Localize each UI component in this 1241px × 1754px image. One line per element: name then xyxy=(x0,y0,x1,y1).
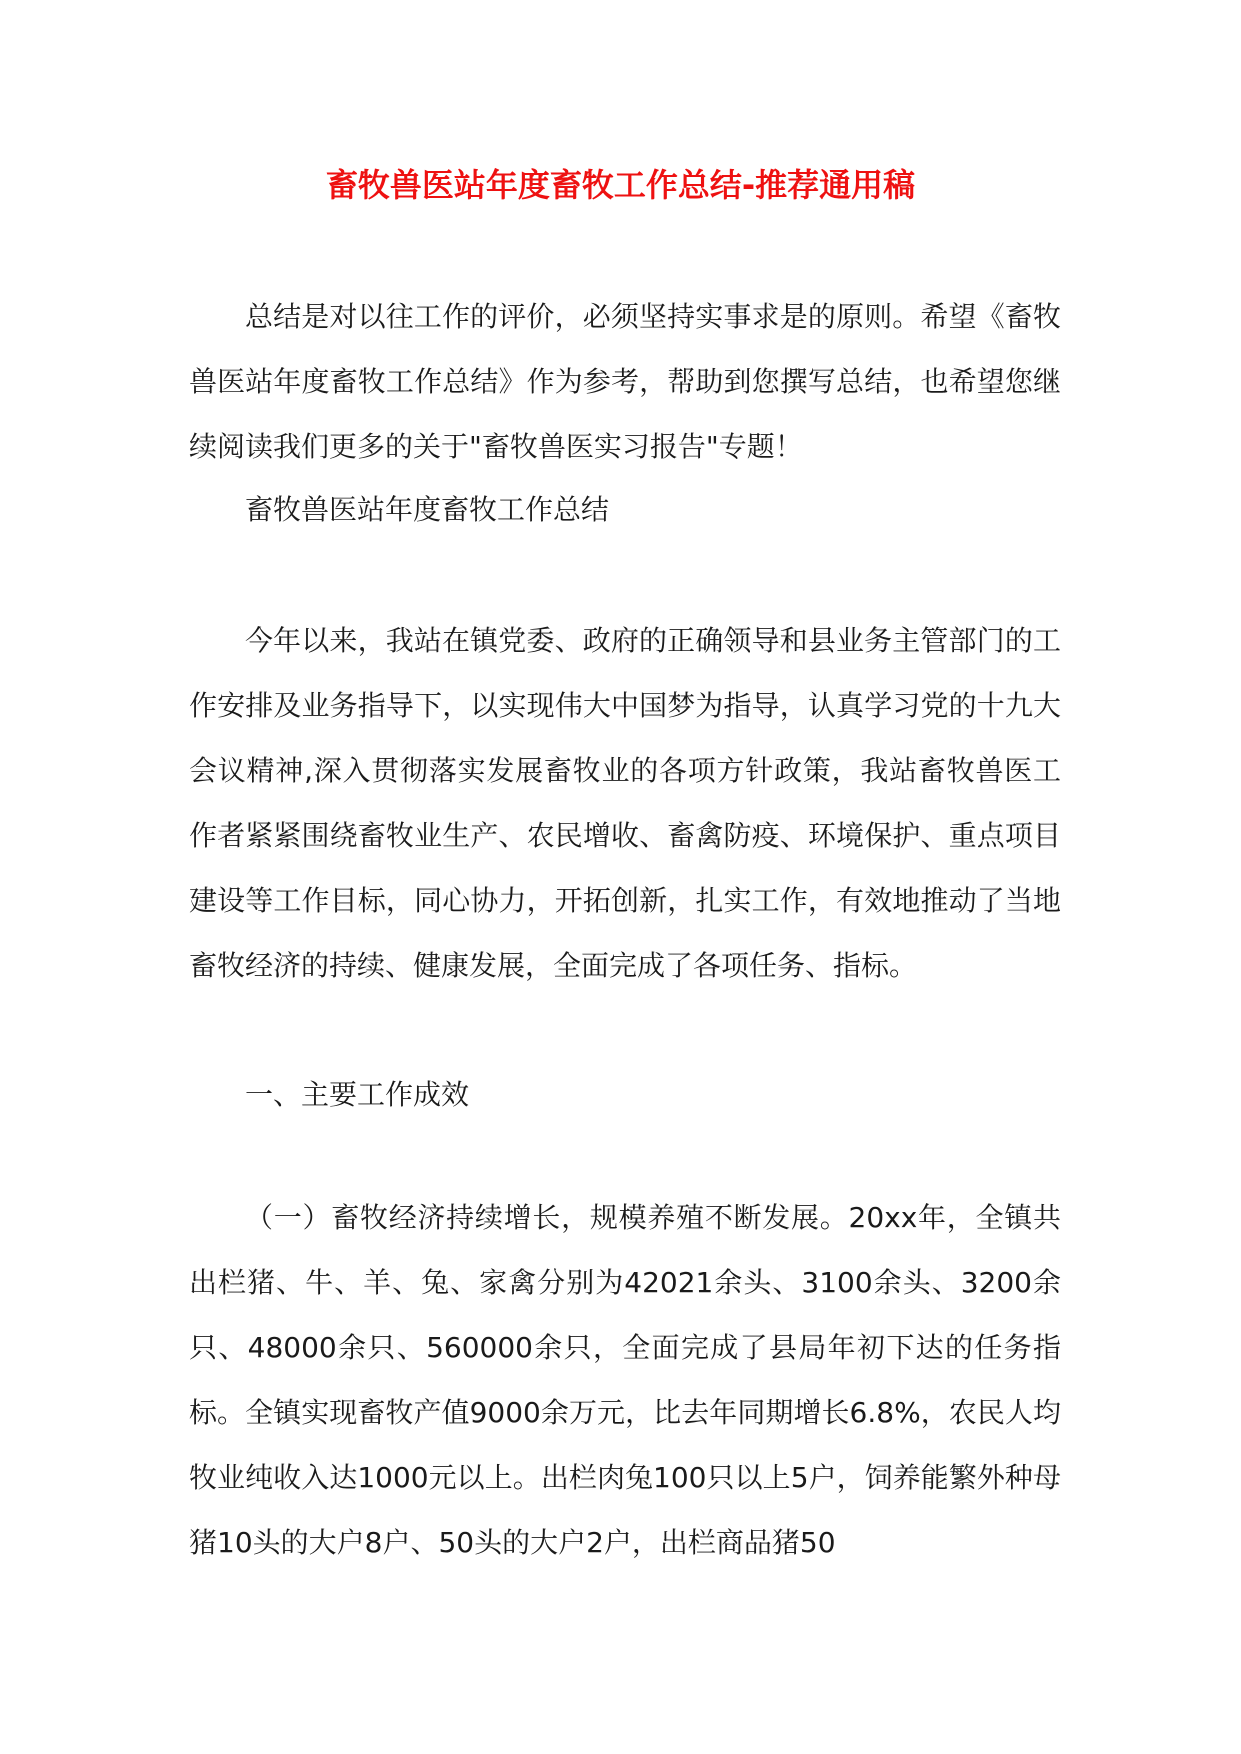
intro-paragraph: 总结是对以往工作的评价，必须坚持实事求是的原则。希望《畜牧兽医站年度畜牧工作总结》作为参考，帮助到您撰写总结，也希望您继续阅读我们更多的关于"畜牧兽医实习报告"专题！ xyxy=(189,300,1061,463)
subtitle-paragraph: 畜牧兽医站年度畜牧工作总结 xyxy=(245,493,610,526)
document-title: 畜牧兽医站年度畜牧工作总结-推荐通用稿 xyxy=(325,166,916,204)
section-paragraph: （一）畜牧经济持续增长，规模养殖不断发展。20xx年，全镇共出栏猪、牛、羊、兔、家禽分别为42021余头、3100余头、3200余只、48000余只、560000余只，全面完成了县局年初下达的任务指标。全镇实现畜牧产值9000余万元，比去年同期增长6.8%，农民人均牧业纯收入达1000元以上。出栏肉兔100只以上5户，饲养能繁外种母猪10头的大户8户、50头的大户2户，出栏商品猪50 xyxy=(189,1201,1061,1559)
overview-paragraph: 今年以来，我站在镇党委、政府的正确领导和县业务主管部门的工作安排及业务指导下，以实现伟大中国梦为指导，认真学习党的十九大会议精神,深入贯彻落实发展畜牧业的各项方针政策，我站畜牧兽医工作者紧紧围绕畜牧业生产、农民增收、畜禽防疫、环境保护、重点项目建设等工作目标，同心协力，开拓创新，扎实工作，有效地推动了当地畜牧经济的持续、健康发展，全面完成了各项任务、指标。 xyxy=(189,624,1061,982)
section-heading: 一、主要工作成效 xyxy=(245,1078,470,1111)
